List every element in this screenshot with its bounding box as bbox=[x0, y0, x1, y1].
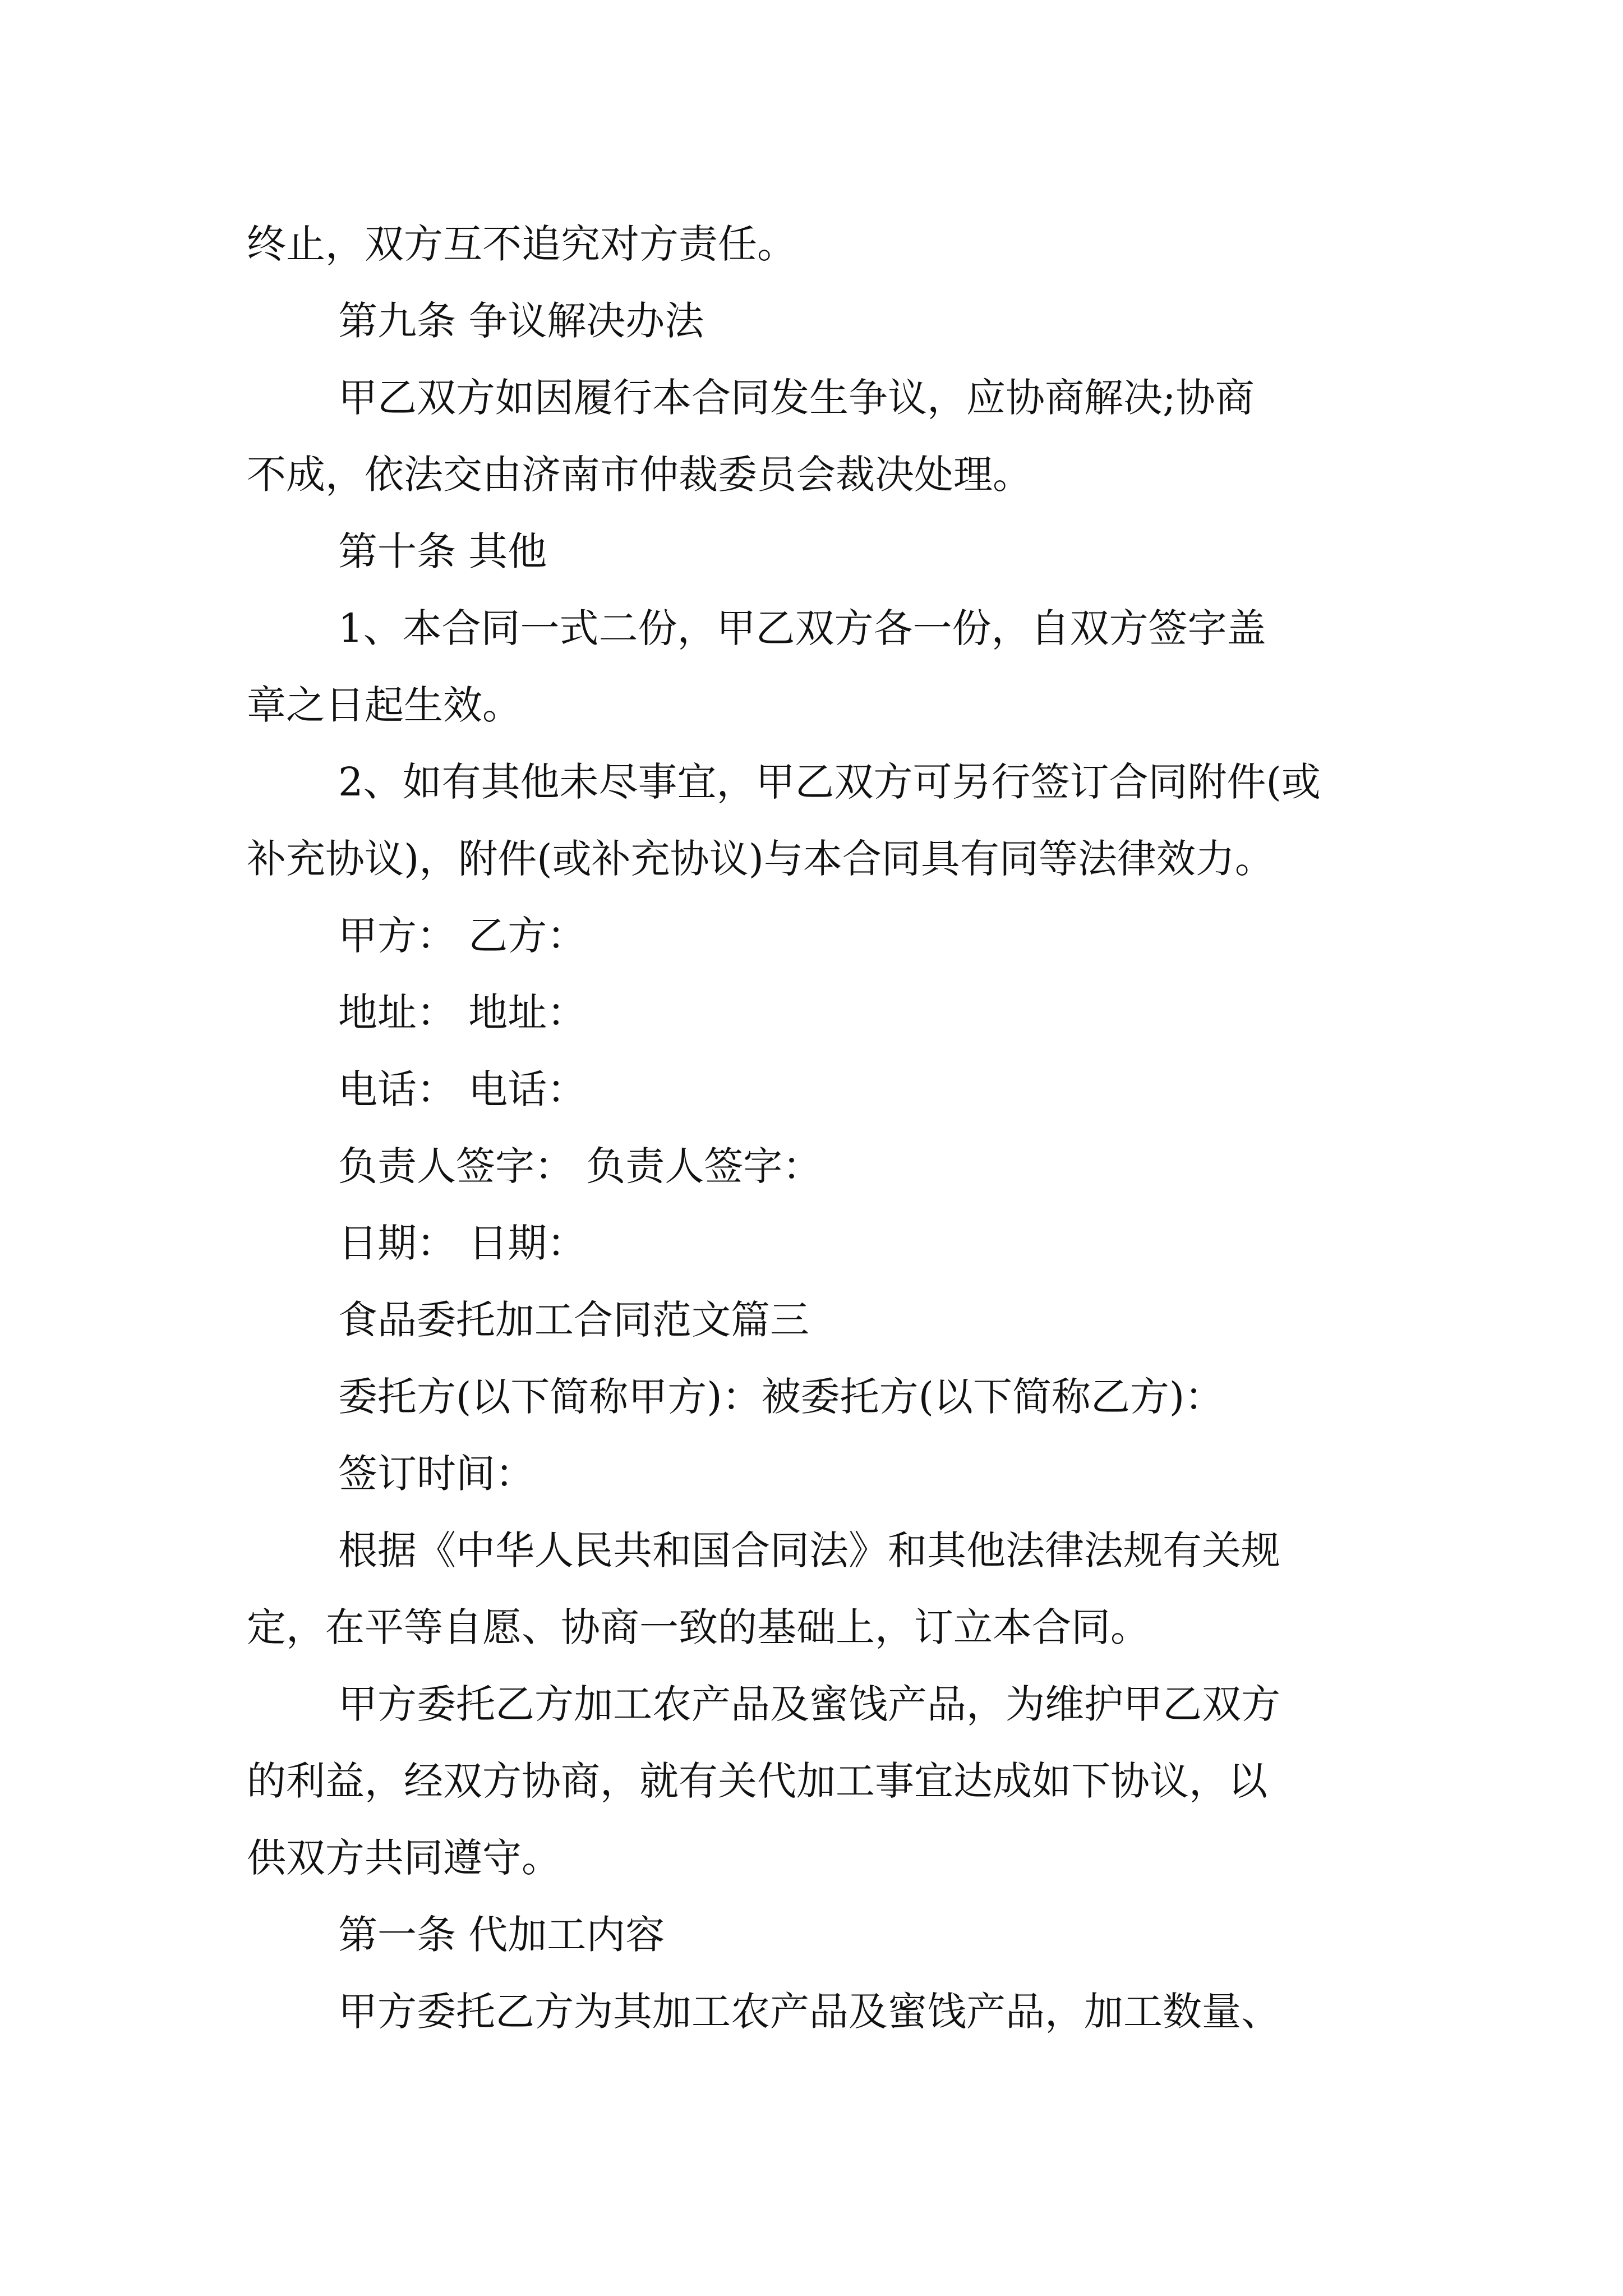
signature-address-line: 地址： 地址： bbox=[338, 990, 587, 1036]
text-line-9: 补充协议)，附件(或补充协议)与本合同具有同等法律效力。 bbox=[247, 836, 1274, 882]
text-line-1: 终止，双方互不追究对方责任。 bbox=[247, 221, 796, 267]
document-heading-part-3: 食品委托加工合同范文篇三 bbox=[338, 1297, 809, 1343]
section-heading-article-1: 第一条 代加工内容 bbox=[338, 1912, 665, 1958]
signature-signer-line: 负责人签字： 负责人签字： bbox=[338, 1143, 822, 1189]
text-line-16: 委托方(以下简称甲方)：被委托方(以下简称乙方)： bbox=[338, 1374, 1224, 1420]
section-heading-article-9: 第九条 争议解决办法 bbox=[338, 298, 704, 344]
text-line-21: 的利益，经双方协商，就有关代加工事宜达成如下协议，以 bbox=[247, 1758, 1267, 1804]
text-line-8: 2、如有其他未尽事宜，甲乙双方可另行签订合同附件(或 bbox=[338, 759, 1321, 805]
signature-phone-line: 电话： 电话： bbox=[338, 1066, 587, 1112]
text-line-3: 甲乙双方如因履行本合同发生争议，应协商解决;协商 bbox=[338, 375, 1255, 421]
text-line-4: 不成，依法交由济南市仲裁委员会裁决处理。 bbox=[247, 452, 1032, 498]
text-line-18: 根据《中华人民共和国合同法》和其他法律法规有关规 bbox=[338, 1527, 1280, 1573]
text-line-20: 甲方委托乙方加工农产品及蜜饯产品，为维护甲乙双方 bbox=[338, 1681, 1280, 1727]
text-line-17: 签订时间： bbox=[338, 1451, 534, 1497]
section-heading-article-10: 第十条 其他 bbox=[338, 528, 547, 574]
text-line-22: 供双方共同遵守。 bbox=[247, 1835, 561, 1881]
signature-date-line: 日期： 日期： bbox=[338, 1220, 587, 1266]
signature-party-line: 甲方： 乙方： bbox=[338, 913, 587, 959]
text-line-7: 章之日起生效。 bbox=[247, 682, 522, 728]
text-line-19: 定，在平等自愿、协商一致的基础上，订立本合同。 bbox=[247, 1604, 1150, 1650]
text-line-6: 1、本合同一式二份，甲乙双方各一份，自双方签字盖 bbox=[338, 605, 1266, 651]
text-line-24: 甲方委托乙方为其加工农产品及蜜饯产品，加工数量、 bbox=[338, 1989, 1280, 2035]
